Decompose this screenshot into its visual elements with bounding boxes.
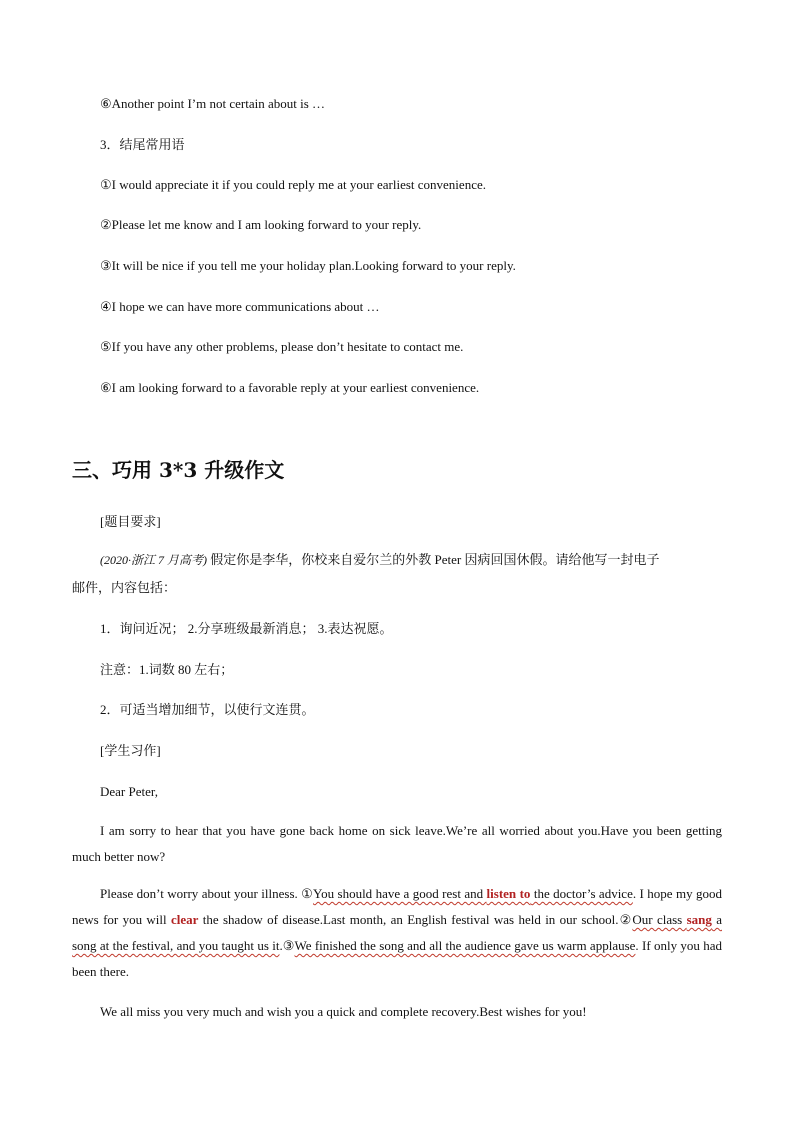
letter-paragraph-1: I am sorry to hear that you have gone back home on sick leave.We’re all worried about you.Have you been getting much better now? bbox=[72, 823, 722, 864]
underlined-sentence: We finished the song and all the audience gave us warm applause bbox=[294, 938, 636, 953]
content-points: 1．询问近况； 2.分享班级最新消息； 3.表达祝愿。 bbox=[100, 621, 393, 636]
closing-phrases-title: 3．结尾常用语 bbox=[100, 137, 185, 152]
underlined-sentence bbox=[313, 886, 633, 901]
closing-phrase-2: ②Please let me know and I am looking forward to your reply. bbox=[100, 217, 422, 232]
highlighted-phrase: sang bbox=[686, 912, 712, 927]
prompt-line-2: 邮件，内容包括： bbox=[72, 580, 177, 595]
letter-paragraph-3: We all miss you very much and wish you a quick and complete recovery.Best wishes for you! bbox=[100, 1004, 587, 1019]
closing-phrase-3: ③It will be nice if you tell me your holiday plan.Looking forward to your reply. bbox=[100, 258, 516, 273]
student-essay-label: [学生习作] bbox=[100, 743, 161, 758]
closing-phrase-1: ①I would appreciate it if you could reply me at your earliest convenience. bbox=[100, 177, 486, 192]
text-segment: Please don’t worry about your illness. ① bbox=[100, 886, 313, 901]
prompt-text: 假定你是李华，你校来自爱尔兰的外教 Peter 因病回国休假。请给他写一封电子 bbox=[207, 552, 660, 567]
letter-greeting: Dear Peter, bbox=[100, 784, 158, 799]
highlighted-phrase: listen to bbox=[486, 886, 531, 901]
closing-phrase-5: ⑤If you have any other problems, please don’t hesitate to contact me. bbox=[100, 339, 464, 354]
phrase-item-6: ⑥Another point I’m not certain about is … bbox=[100, 96, 326, 111]
text-segment: the shadow of disease.Last month, an English festival was held in our school.② bbox=[198, 912, 633, 927]
text-segment: a song at the festival, and you taught us it bbox=[72, 912, 722, 953]
highlighted-phrase: clear bbox=[171, 912, 199, 927]
text-segment: . I hope my good news for you will bbox=[72, 886, 722, 927]
text-segment: the doctor’s advice bbox=[530, 886, 633, 901]
closing-phrase-4: ④I hope we can have more communications about … bbox=[100, 299, 380, 314]
section-heading: 三、巧用 3*3 升级作文 bbox=[72, 458, 285, 482]
note-details: 2．可适当增加细节，以使行文连贯。 bbox=[100, 702, 315, 717]
prompt-source: (2020·浙江 7 月高考) bbox=[100, 553, 207, 567]
closing-phrase-6: ⑥I am looking forward to a favorable reply at your earliest convenience. bbox=[100, 380, 480, 395]
prompt-line-1 bbox=[100, 552, 722, 568]
text-segment: Our class bbox=[632, 912, 687, 927]
letter-paragraph-2 bbox=[72, 881, 722, 985]
text-segment: .③ bbox=[279, 938, 295, 953]
text-segment: You should have a good rest and bbox=[313, 886, 487, 901]
note-word-count: 注意：1.词数 80 左右； bbox=[100, 662, 234, 677]
text-segment: . If only you had been there. bbox=[72, 938, 723, 979]
requirements-label: [题目要求] bbox=[100, 514, 161, 529]
